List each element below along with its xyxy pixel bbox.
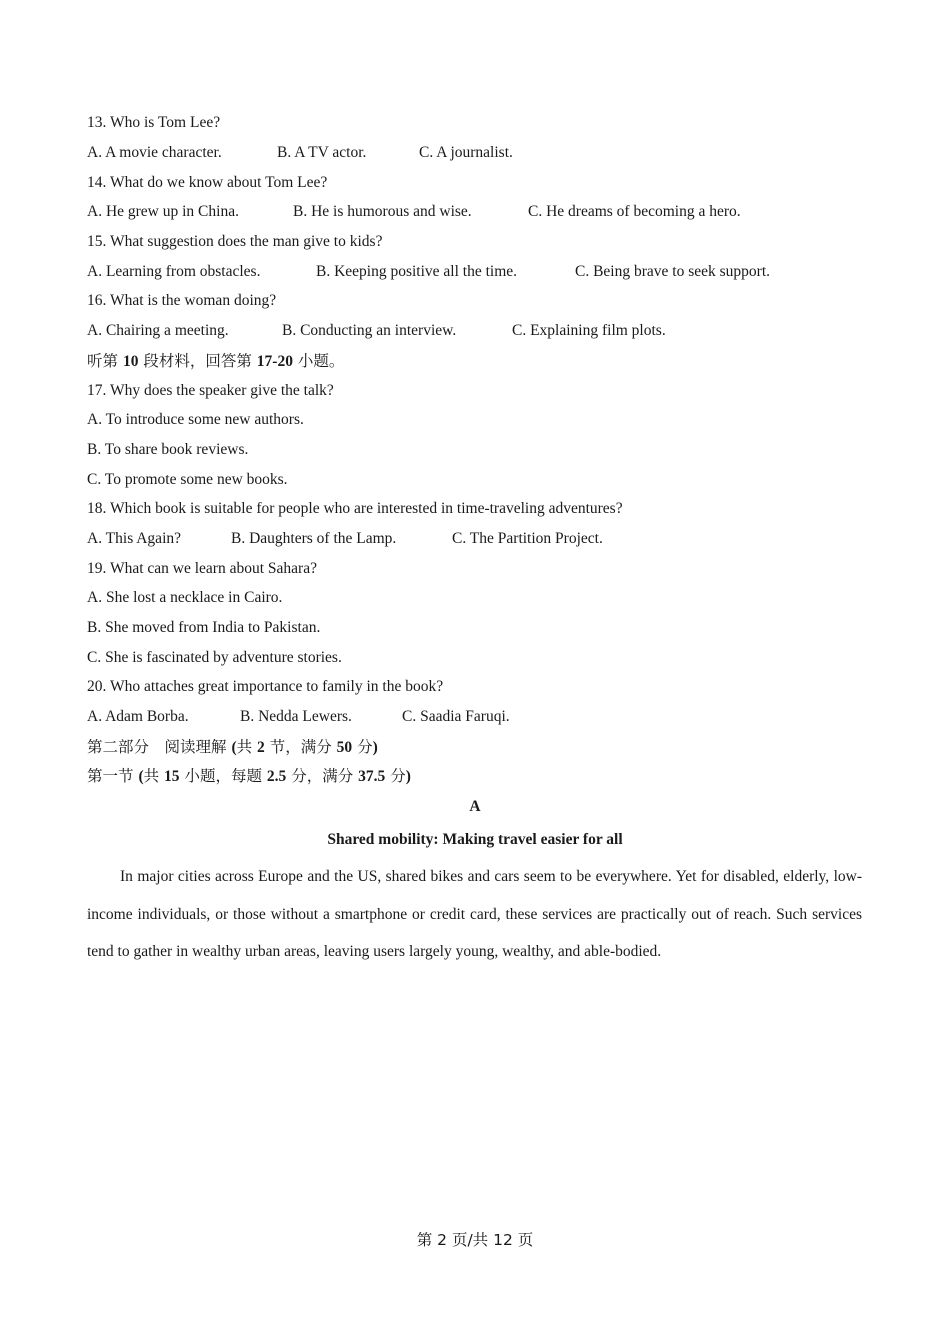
section-10-heading [87, 351, 344, 372]
q17-option-c: C. To promote some new books. [87, 471, 288, 488]
q16-option-b: B. Conducting an interview. [282, 322, 457, 339]
q19-option-a: A. She lost a necklace in Cairo. [87, 589, 283, 606]
section-10-num-2: 17-20 [256, 353, 293, 370]
part-2-num-2: 50 [336, 739, 353, 756]
q16-option-c: C. Explaining film plots. [512, 322, 666, 339]
section-10-text-2: 段材料，回答第 [138, 352, 257, 370]
q16-option-a: A. Chairing a meeting. [87, 322, 229, 339]
q14-option-c: C. He dreams of becoming a hero. [528, 203, 741, 220]
section-1-text-5: 分 [385, 767, 406, 785]
q20-option-b: B. Nedda Lewers. [240, 708, 352, 725]
question-18: 18. Which book is suitable for people who are interested in time-traveling adventures? [87, 500, 623, 517]
section-10-num-1: 10 [122, 353, 139, 370]
section-1-num-1: 15 [164, 768, 180, 785]
section-1-text-1: 第一节 [87, 767, 139, 785]
section-1-heading [87, 766, 411, 787]
question-13: 13. Who is Tom Lee? [87, 114, 221, 131]
q18-option-b: B. Daughters of the Lamp. [231, 530, 397, 547]
passage-paragraph: In major cities across Europe and the US, shared bikes and cars seem to be everywhere. Yet for disabled, elderly, low-income individuals, or those without a smartphone or credit card, these services are practically out of reach. Such services tend to gather in wealthy urban areas, leaving users largely young, wealthy, and able-bodied. [87, 868, 862, 960]
question-20: 20. Who attaches great importance to family in the book? [87, 678, 444, 695]
question-15: 15. What suggestion does the man give to kids? [87, 233, 383, 250]
section-1-paren-close: ) [405, 768, 411, 785]
question-19: 19. What can we learn about Sahara? [87, 560, 317, 577]
section-10-text-3: 小题。 [292, 352, 345, 370]
part-2-text-1: 第二部分 阅读理解 [87, 738, 232, 756]
q19-option-c: C. She is fascinated by adventure stories. [87, 649, 342, 666]
q18-option-a: A. This Again? [87, 530, 181, 547]
section-1-text-3: 小题，每题 [179, 767, 267, 785]
q13-option-b: B. A TV actor. [277, 144, 367, 161]
question-16: 16. What is the woman doing? [87, 292, 277, 309]
q17-option-b: B. To share book reviews. [87, 441, 249, 458]
section-1-text-4: 分，满分 [286, 767, 359, 785]
passage-letter: A [469, 798, 481, 815]
q14-option-a: A. He grew up in China. [87, 203, 239, 220]
passage-title: Shared mobility: Making travel easier for all [327, 831, 623, 848]
part-2-text-4: 分 [352, 738, 373, 756]
part-2-paren-open: ( [231, 739, 237, 756]
q13-option-c: C. A journalist. [419, 144, 513, 161]
q15-option-c: C. Being brave to seek support. [575, 263, 771, 280]
q20-option-c: C. Saadia Faruqi. [402, 708, 510, 725]
q18-option-c: C. The Partition Project. [452, 530, 603, 547]
question-17: 17. Why does the speaker give the talk? [87, 382, 334, 399]
part-2-num-1: 2 [257, 739, 265, 756]
part-2-heading [87, 737, 378, 758]
section-1-text-2: 共 [143, 767, 165, 785]
part-2-paren-close: ) [372, 739, 378, 756]
part-2-text-2: 共 [236, 738, 258, 756]
page-number: 第 2 页/共 12 页 [416, 1231, 534, 1249]
section-10-text-1: 听第 [87, 352, 123, 370]
q15-option-b: B. Keeping positive all the time. [316, 263, 518, 280]
q15-option-a: A. Learning from obstacles. [87, 263, 261, 280]
section-1-num-2: 2.5 [266, 768, 287, 785]
page-footer [0, 1230, 950, 1251]
section-1-paren-open: ( [138, 768, 144, 785]
q13-option-a: A. A movie character. [87, 144, 222, 161]
q17-option-a: A. To introduce some new authors. [87, 411, 304, 428]
q20-option-a: A. Adam Borba. [87, 708, 189, 725]
part-2-text-3: 节，满分 [264, 738, 337, 756]
q19-option-b: B. She moved from India to Pakistan. [87, 619, 321, 636]
section-1-num-3: 37.5 [358, 768, 386, 785]
q14-option-b: B. He is humorous and wise. [293, 203, 472, 220]
question-14: 14. What do we know about Tom Lee? [87, 174, 328, 191]
